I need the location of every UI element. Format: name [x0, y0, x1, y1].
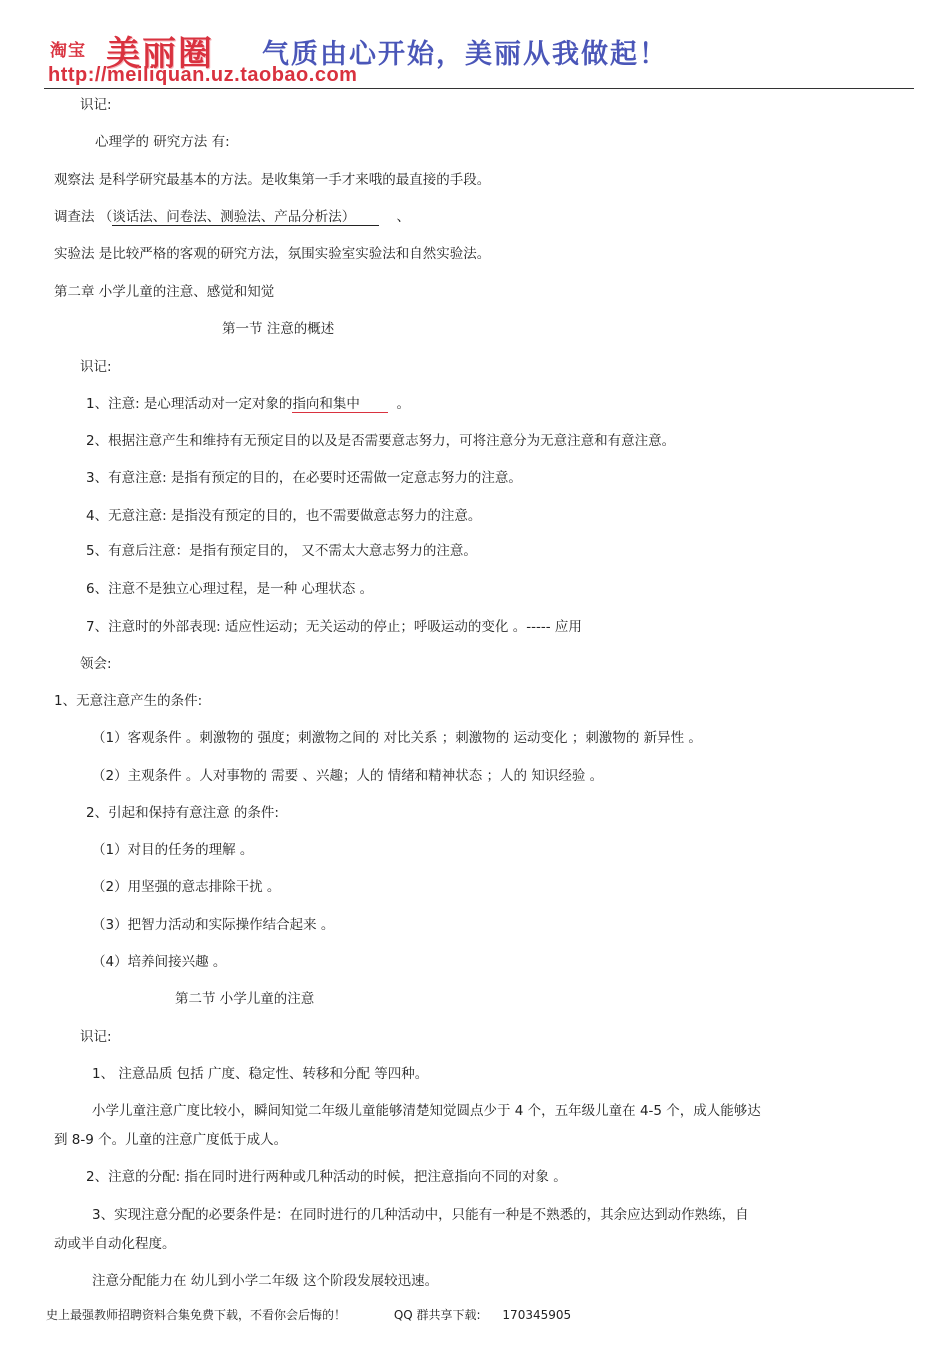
text-line: 5、有意后注意：是指有预定目的， 又不需太大意志努力的注意。 [86, 543, 477, 559]
footer-qq-label: QQ 群共享下载: [393, 1308, 481, 1322]
text-line: 7、注意时的外部表现: 适应性运动；无关运动的停止；呼吸运动的变化 。----- 应用 [86, 619, 582, 635]
brand-logo: 美丽圈 [106, 34, 214, 74]
text-line: （2）用坚强的意志排除干扰 。 [92, 879, 281, 895]
underlined-answer: 谈话法、问卷法、测验法、产品分析法） [112, 209, 379, 226]
text-line: 6、注意不是独立心理过程，是一种 心理状态 。 [86, 581, 374, 597]
underlined-answer: 指向和集中 [292, 396, 388, 413]
text-line: 1、 注意品质 包括 广度、稳定性、转移和分配 等四种。 [92, 1066, 429, 1082]
text-line: 1、无意注意产生的条件: [54, 693, 203, 709]
text-line: （1）客观条件 。刺激物的 强度；刺激物之间的 对比关系 ；刺激物的 运动变化 ；刺激物的 新异性 。 [92, 730, 702, 746]
text-line: （2）主观条件 。人对事物的 需要 、兴趣；人的 情绪和精神状态 ；人的 知识经验 。 [92, 768, 604, 784]
text-line: 识记: [80, 97, 112, 113]
header-banner [44, 26, 914, 90]
text-segment: 。 [396, 396, 411, 412]
text-line: 识记: [80, 1029, 112, 1045]
text-line: 2、根据注意产生和维持有无预定目的以及是否需要意志努力，可将注意分为无意注意和有意注意。 [86, 433, 676, 449]
text-segment: 、 [396, 209, 410, 225]
page-footer [46, 1306, 571, 1323]
text-line: 实验法 是比较严格的客观的研究方法，氛围实验室实验法和自然实验法。 [54, 246, 491, 262]
text-line: 注意分配能力在 幼儿到小学二年级 这个阶段发展较迅速。 [92, 1273, 439, 1289]
footer-promo: 史上最强教师招聘资料合集免费下载，不看你会后悔的！ [46, 1308, 347, 1322]
slogan: 气质由心开始，美丽从我做起！ [262, 39, 668, 70]
text-line [54, 208, 410, 226]
text-line: （3）把智力活动和实际操作结合起来 。 [92, 917, 335, 933]
text-line: 到 8-9 个。儿童的注意广度低于成人。 [54, 1132, 288, 1148]
header-divider [44, 88, 914, 89]
section-heading: 第二节 小学儿童的注意 [175, 991, 315, 1007]
text-segment: 调查法 （ [54, 209, 113, 225]
text-line: 2、注意的分配: 指在同时进行两种或几种活动的时候，把注意指向不同的对象 。 [86, 1169, 567, 1185]
text-segment: 1、注意: 是心理活动对一定对象的 [86, 396, 293, 412]
text-line: 动或半自动化程度。 [54, 1236, 176, 1252]
text-line: 3、有意注意: 是指有预定的目的，在必要时还需做一定意志努力的注意。 [86, 470, 522, 486]
footer-qq-number: 170345905 [502, 1308, 572, 1322]
text-line: 4、无意注意: 是指没有预定的目的，也不需要做意志努力的注意。 [86, 508, 482, 524]
section-heading: 第一节 注意的概述 [222, 321, 335, 337]
text-line: 观察法 是科学研究最基本的方法。是收集第一手才来哦的最直接的手段。 [54, 172, 491, 188]
text-line: 心理学的 研究方法 有: [95, 134, 230, 150]
brand-small: 淘宝 [50, 41, 86, 61]
text-line [86, 395, 410, 413]
text-line: 识记: [80, 359, 112, 375]
text-line: 小学儿童注意广度比较小，瞬间知觉二年级儿童能够清楚知觉圆点少于 4 个，五年级儿童在 4-5 个，成人能够达 [92, 1103, 761, 1119]
text-line: 领会: [80, 656, 112, 672]
text-line: （4）培养间接兴趣 。 [92, 954, 227, 970]
shop-url: http://meiliquan.uz.taobao.com [48, 64, 358, 86]
chapter-heading: 第二章 小学儿童的注意、感觉和知觉 [54, 284, 275, 300]
text-line: 2、引起和保持有意注意 的条件: [86, 805, 279, 821]
text-line: （1）对目的任务的理解 。 [92, 842, 254, 858]
text-line: 3、实现注意分配的必要条件是：在同时进行的几种活动中，只能有一种是不熟悉的，其余应达到动作熟练，自 [92, 1207, 749, 1223]
